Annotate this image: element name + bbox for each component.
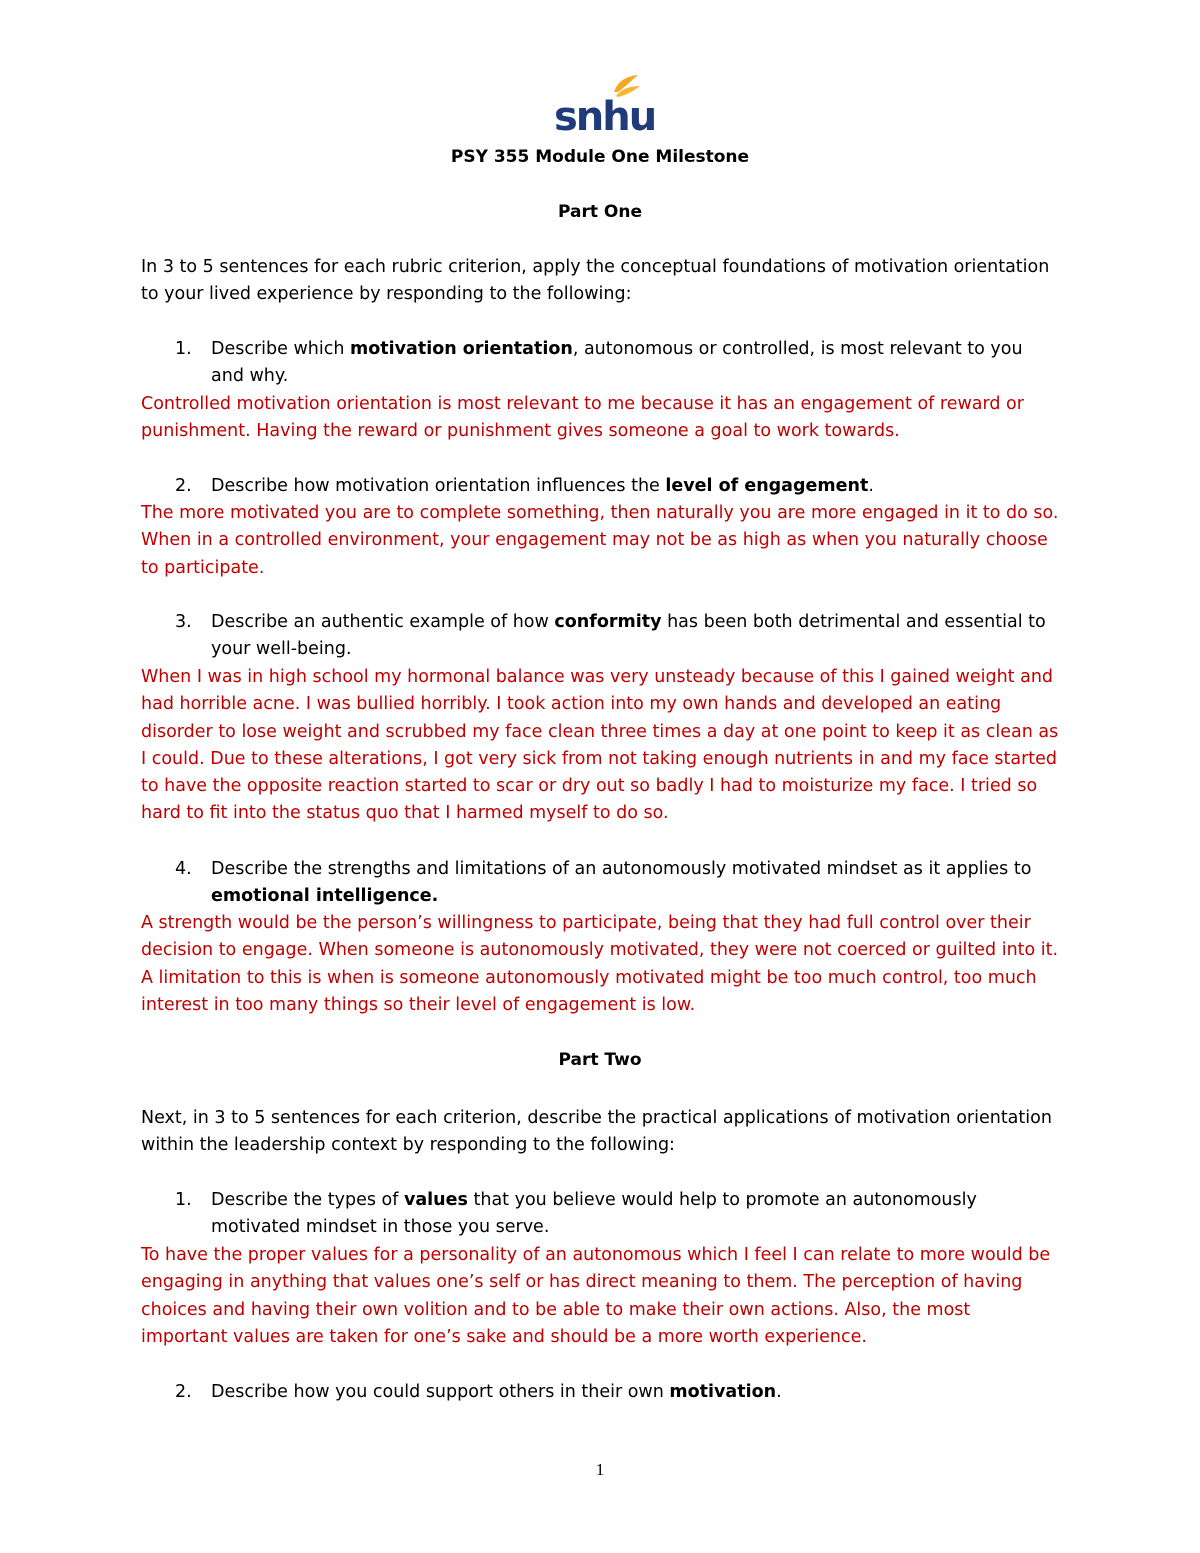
question-number: 2. — [175, 1382, 192, 1402]
question-keyword: level of engagement — [665, 476, 869, 496]
question-number: 1. — [175, 1190, 192, 1210]
document-title: PSY 355 Module One Milestone — [450, 147, 750, 167]
question-keyword: emotional intelligence. — [211, 886, 439, 907]
part-one-heading: Part One — [558, 202, 642, 222]
question-keyword: values — [403, 1190, 468, 1210]
part-one-answer-1: Controlled motivation orientation is most relevant to me because it has an engagement of reward or punishment. Having the reward or punishment gives someone a goal to work towards. — [141, 394, 1024, 442]
part-one-question-1: 1. Describe which motivation orientation, autonomous or controlled, is most relevant to you and why. — [175, 336, 1055, 391]
part-two-intro: Next, in 3 to 5 sentences for each criterion, describe the practical applications of motivation orientation within the leadership context by responding to the following: — [141, 1108, 1052, 1156]
part-two-heading: Part Two — [558, 1050, 642, 1070]
part-one-question-4: 4. Describe the strengths and limitations of an autonomously motivated mindset as it applies to emotional intelligence. — [175, 856, 1055, 911]
question-keyword: motivation orientation — [350, 339, 573, 359]
part-two-answer-1: To have the proper values for a personality of an autonomous which I feel I can relate to more would be engaging in anything that values one’s self or has direct meaning to them. The perception of having choices and having their own volition and to be able to make their own actions. Also, the most important values are taken for one’s sake and should be a more worth experience. — [141, 1245, 1051, 1347]
part-one-answer-4: A strength would be the person’s willingness to participate, being that they had full control over their decision to engage. When someone is autonomously motivated, they were not coerced or guilted into it. A limitation to this is when is someone autonomously motivated might be too much control, too much interest in too many things so their level of engagement is low. — [141, 913, 1059, 1015]
part-two-question-1: 1. Describe the types of values that you believe would help to promote an autonomously motivated mindset in those you serve. — [175, 1187, 1055, 1242]
question-keyword: conformity — [554, 612, 662, 632]
part-one-intro: In 3 to 5 sentences for each rubric criterion, apply the conceptual foundations of motivation orientation to your lived experience by responding to the following: — [141, 257, 1050, 305]
question-number: 2. — [175, 476, 192, 496]
snhu-logo — [552, 74, 656, 140]
question-number: 3. — [175, 612, 192, 632]
page-number: 1 — [595, 1460, 605, 1479]
question-number: 4. — [175, 859, 192, 879]
part-one-question-2: 2. Describe how motivation orientation influences the level of engagement. — [175, 473, 1055, 500]
part-one-answer-3: When I was in high school my hormonal balance was very unsteady because of this I gained weight and had horrible acne. I was bullied horribly. I took action into my own hands and developed an eating disorder to lose weight and scrubbed my face clean three times a day at one point to keep it as clean as I could. Due to these alterations, I got very sick from not taking enough nutrients in and my face started to have the opposite reaction started to scar or dry out so badly I had to moisturize my face. I tried so hard to fit into the status quo that I harmed myself to do so. — [141, 667, 1059, 824]
part-one-answer-2: The more motivated you are to complete something, then naturally you are more engaged in it to do so. When in a controlled environment, your engagement may not be as high as when you naturally choose to participate. — [141, 503, 1059, 578]
question-keyword: motivation — [669, 1382, 777, 1402]
part-two-question-2: 2. Describe how you could support others in their own motivation. — [175, 1379, 1055, 1406]
svg-text:snhu: snhu — [554, 94, 656, 140]
part-one-question-3: 3. Describe an authentic example of how conformity has been both detrimental and essential to your well-being. — [175, 609, 1055, 664]
question-number: 1. — [175, 339, 192, 359]
